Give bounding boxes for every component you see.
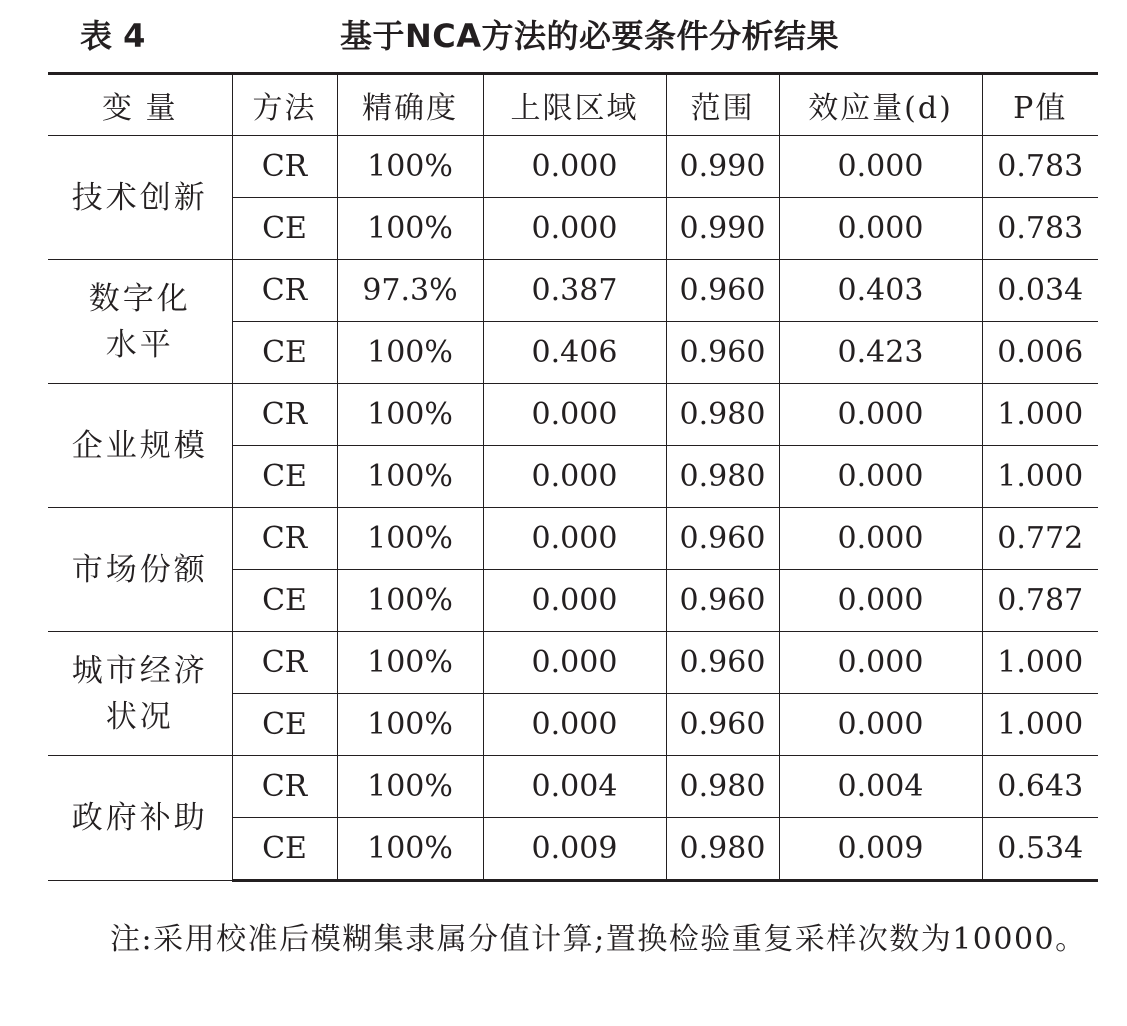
ceiling-zone-cell: 0.000 [483, 570, 666, 632]
accuracy-cell: 100% [337, 756, 483, 818]
method-cell: CE [232, 818, 337, 881]
effect-size-cell: 0.000 [779, 384, 982, 446]
table-body [48, 136, 1098, 881]
ceiling-zone-cell: 0.000 [483, 384, 666, 446]
ceiling-zone-cell: 0.406 [483, 322, 666, 384]
accuracy-cell: 100% [337, 384, 483, 446]
method-cell: CR [232, 136, 337, 198]
scope-cell: 0.960 [666, 632, 779, 694]
scope-cell: 0.960 [666, 694, 779, 756]
ceiling-zone-cell: 0.009 [483, 818, 666, 881]
table-title: 基于NCA方法的必要条件分析结果 [340, 17, 840, 55]
method-cell: CR [232, 632, 337, 694]
method-cell: CE [232, 694, 337, 756]
header-accuracy: 精确度 [337, 74, 483, 136]
p-value-cell: 0.783 [982, 198, 1098, 260]
variable-cell: 城市经济 状况 [48, 632, 232, 756]
effect-size-cell: 0.000 [779, 198, 982, 260]
scope-cell: 0.980 [666, 384, 779, 446]
effect-size-cell: 0.000 [779, 136, 982, 198]
header-effect-size: 效应量(d) [779, 74, 982, 136]
method-cell: CE [232, 446, 337, 508]
scope-cell: 0.960 [666, 260, 779, 322]
effect-size-cell: 0.000 [779, 694, 982, 756]
accuracy-cell: 100% [337, 322, 483, 384]
accuracy-cell: 100% [337, 508, 483, 570]
accuracy-cell: 100% [337, 818, 483, 881]
method-cell: CE [232, 198, 337, 260]
ceiling-zone-cell: 0.000 [483, 632, 666, 694]
scope-cell: 0.990 [666, 198, 779, 260]
variable-cell: 数字化 水平 [48, 260, 232, 384]
p-value-cell: 0.783 [982, 136, 1098, 198]
scope-cell: 0.990 [666, 136, 779, 198]
effect-size-cell: 0.423 [779, 322, 982, 384]
p-value-cell: 0.772 [982, 508, 1098, 570]
method-cell: CR [232, 508, 337, 570]
ceiling-zone-cell: 0.000 [483, 198, 666, 260]
p-value-cell: 1.000 [982, 446, 1098, 508]
table-row [48, 756, 1098, 818]
table-number: 表 4 [80, 17, 146, 55]
ceiling-zone-cell: 0.000 [483, 446, 666, 508]
table-note: 注:采用校准后模糊集隶属分值计算;置换检验重复采样次数为10000。 [110, 922, 1087, 957]
scope-cell: 0.960 [666, 508, 779, 570]
table-row [48, 384, 1098, 446]
table-row [48, 136, 1098, 198]
header-ceiling-zone: 上限区域 [483, 74, 666, 136]
header-method: 方法 [232, 74, 337, 136]
p-value-cell: 0.534 [982, 818, 1098, 881]
effect-size-cell: 0.000 [779, 632, 982, 694]
accuracy-cell: 100% [337, 570, 483, 632]
table-row [48, 508, 1098, 570]
table-caption [0, 8, 1127, 60]
effect-size-cell: 0.009 [779, 818, 982, 881]
effect-size-cell: 0.403 [779, 260, 982, 322]
p-value-cell: 0.787 [982, 570, 1098, 632]
table-header-row [48, 74, 1098, 136]
accuracy-cell: 100% [337, 446, 483, 508]
ceiling-zone-cell: 0.000 [483, 508, 666, 570]
method-cell: CR [232, 260, 337, 322]
method-cell: CR [232, 756, 337, 818]
p-value-cell: 0.006 [982, 322, 1098, 384]
variable-cell: 政府补助 [48, 756, 232, 881]
header-p-value: P值 [982, 74, 1098, 136]
effect-size-cell: 0.004 [779, 756, 982, 818]
variable-cell: 技术创新 [48, 136, 232, 260]
ceiling-zone-cell: 0.000 [483, 694, 666, 756]
accuracy-cell: 100% [337, 632, 483, 694]
accuracy-cell: 97.3% [337, 260, 483, 322]
effect-size-cell: 0.000 [779, 570, 982, 632]
method-cell: CE [232, 570, 337, 632]
table-row [48, 260, 1098, 322]
p-value-cell: 0.643 [982, 756, 1098, 818]
scope-cell: 0.980 [666, 756, 779, 818]
ceiling-zone-cell: 0.000 [483, 136, 666, 198]
scope-cell: 0.960 [666, 322, 779, 384]
variable-cell: 市场份额 [48, 508, 232, 632]
ceiling-zone-cell: 0.004 [483, 756, 666, 818]
ceiling-zone-cell: 0.387 [483, 260, 666, 322]
variable-cell: 企业规模 [48, 384, 232, 508]
effect-size-cell: 0.000 [779, 508, 982, 570]
scope-cell: 0.960 [666, 570, 779, 632]
method-cell: CR [232, 384, 337, 446]
p-value-cell: 1.000 [982, 384, 1098, 446]
accuracy-cell: 100% [337, 694, 483, 756]
p-value-cell: 1.000 [982, 694, 1098, 756]
effect-size-cell: 0.000 [779, 446, 982, 508]
scope-cell: 0.980 [666, 446, 779, 508]
p-value-cell: 0.034 [982, 260, 1098, 322]
p-value-cell: 1.000 [982, 632, 1098, 694]
header-variable: 变 量 [48, 74, 232, 136]
accuracy-cell: 100% [337, 136, 483, 198]
nca-results-table [48, 72, 1098, 882]
accuracy-cell: 100% [337, 198, 483, 260]
method-cell: CE [232, 322, 337, 384]
scope-cell: 0.980 [666, 818, 779, 881]
table-row [48, 632, 1098, 694]
header-scope: 范围 [666, 74, 779, 136]
